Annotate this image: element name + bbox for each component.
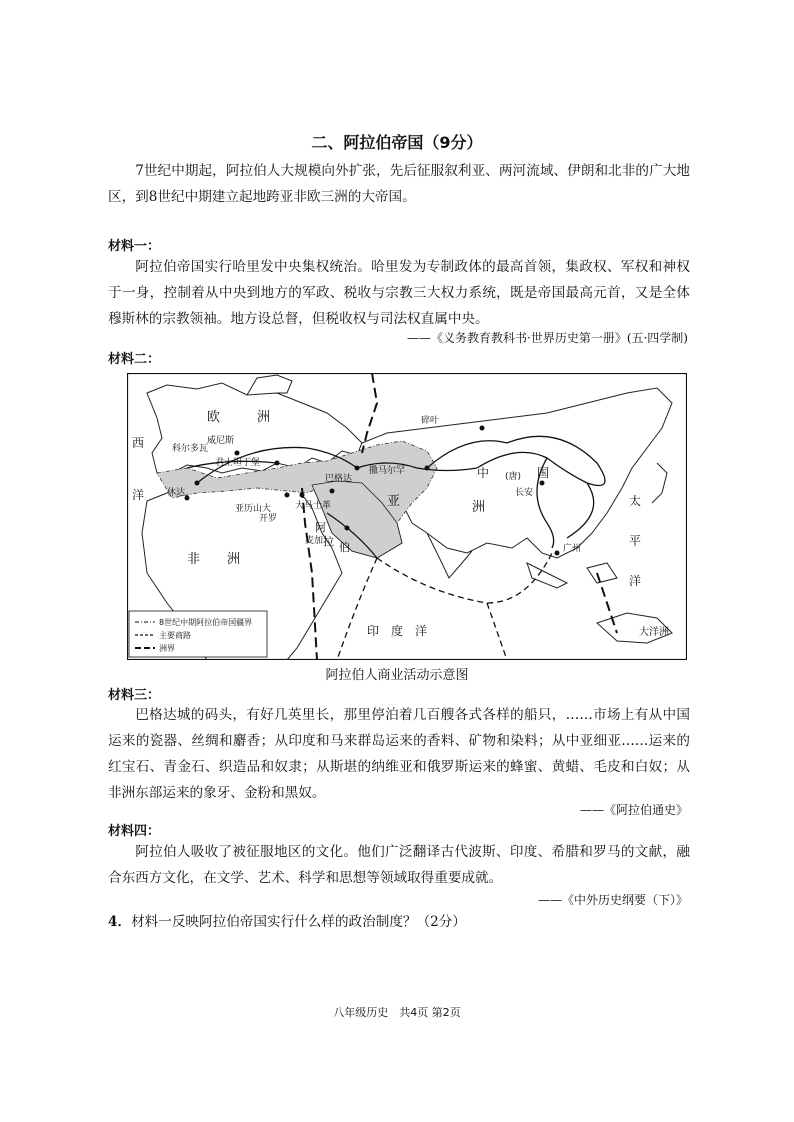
map-city-mecca: 麦加: [305, 536, 324, 546]
map-label-arab3: 伯: [339, 541, 350, 554]
material4-text: 阿拉伯人吸收了被征服地区的文化。他们广泛翻译古代波斯、印度、希腊和罗马的文献，融合东西方文化，在文学、艺术、科学和思想等领域取得重要成就。: [108, 844, 690, 886]
material3-source: ——《阿拉伯通史》: [579, 803, 688, 817]
map-city-cairo: 开罗: [259, 514, 278, 524]
map-label-china1: 中: [477, 466, 490, 480]
map-label-ocean-west: 洋: [132, 488, 145, 502]
map-label-africa2: 洲: [227, 552, 241, 567]
material3-label: 材料三：: [108, 688, 161, 703]
map-city-damascus: 大马士革: [295, 501, 332, 511]
arab-trade-map: [127, 373, 687, 660]
material4-label: 材料四：: [108, 824, 161, 839]
map-label-pacific1: 太: [629, 494, 642, 508]
question-4: [108, 910, 466, 930]
map-city-suiye: 碎叶: [421, 416, 440, 426]
legend-continent-label: 洲界: [159, 644, 175, 653]
map-label-west: 西: [132, 436, 145, 450]
map-label-asia1: 亚: [387, 494, 401, 509]
map-city-baghdad: 巴格达: [325, 474, 353, 484]
map-label-china2: 国: [537, 466, 550, 480]
material1-label: 材料一：: [108, 239, 161, 254]
map-label-oceania: 大洋洲: [639, 627, 669, 638]
question-4-text: 材料一反映阿拉伯帝国实行什么样的政治制度？（2分）: [131, 914, 466, 930]
map-label-arab1: 阿: [315, 521, 326, 534]
map-label-europe1: 欧: [207, 410, 221, 425]
legend-route-label: 主要商路: [159, 631, 191, 640]
question-4-number: 4．: [108, 914, 132, 930]
material1-text: 阿拉伯帝国实行哈里发中央集权统治。哈里发为专制政体的最高首领，集政权、军权和神权于一身，控制着从中央到地方的军政、税收与宗教三大权力系统，既是帝国最高元首，又是全体穆斯林的宗教领袖。地方设总督，但税收权与司法权直属中央。: [108, 259, 690, 327]
map-city-samarkand: 撒马尔罕: [369, 466, 406, 476]
map-city-venice: 威尼斯: [207, 436, 235, 446]
map-city-changan: 长安: [515, 488, 534, 498]
map-label-tang: (唐): [505, 472, 522, 482]
map-caption: 阿拉伯人商业活动示意图: [325, 668, 469, 683]
material2-label: 材料二：: [108, 352, 161, 367]
map-city-ceuta: 休达: [167, 488, 186, 498]
map-city-guangzhou: 广州: [563, 544, 582, 554]
map-label-pacific2: 平: [629, 534, 642, 548]
map-label-asia2: 洲: [472, 500, 486, 515]
section-title: 二、阿拉伯帝国（9分）: [311, 133, 483, 152]
legend-border-label: 8世纪中期阿拉伯帝国疆界: [159, 618, 253, 627]
map-legend: [129, 611, 267, 657]
map-city-cordoba: 科尔多瓦: [172, 444, 209, 454]
page-footer: 八年级历史 共4页 第2页: [333, 1006, 461, 1019]
map-city-alexandria: 亚历山大: [235, 504, 272, 514]
material1-source: ——《义务教育教科书·世界历史第一册》(五·四学制): [407, 331, 688, 345]
map-label-europe2: 洲: [257, 410, 271, 425]
material3-text: 巴格达城的码头，有好几英里长，那里停泊着几百艘各式各样的船只，……市场上有从中国运来的瓷器、丝绸和麝香；从印度和马来群岛运来的香料、矿物和染料；从中亚细亚……运来的红宝石、青金石、织造品和奴隶；从斯堪的纳维亚和俄罗斯运来的蜂蜜、黄蜡、毛皮和白奴；从非洲东部运来的象牙、金粉和黑奴。: [108, 707, 690, 801]
material4-source: ——《中外历史纲要（下）》: [537, 893, 688, 907]
map-label-arab2: 拉: [323, 535, 334, 548]
map-label-pacific3: 洋: [629, 574, 642, 588]
intro-paragraph: 7世纪中期起，阿拉伯人大规模向外扩张，先后征服叙利亚、两河流域、伊朗和北非的广大地区，到8世纪中期建立起地跨亚非欧三洲的大帝国。: [108, 163, 690, 205]
map-label-africa1: 非: [187, 552, 201, 567]
map-label-indian-ocean: 印 度 洋: [367, 624, 428, 638]
map-city-constantinople: 君士坦丁堡: [215, 458, 261, 468]
